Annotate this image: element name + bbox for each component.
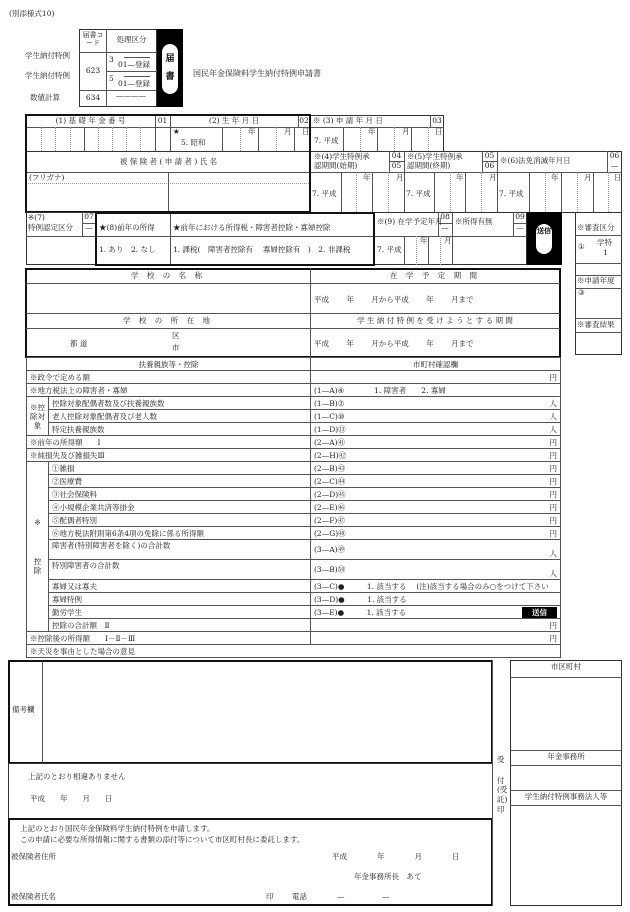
code-634: 634 <box>85 93 101 102</box>
name-header: 被 保 険 者 ( 申 請 者 ) 氏 名 <box>119 157 218 166</box>
row-label: 特別障害者の合計数 <box>49 560 311 580</box>
table-row <box>27 488 561 501</box>
apply-year-value: ③ <box>578 288 585 297</box>
apply-year-label: ※申請年度 <box>577 276 615 285</box>
row-label: ③社会保険料 <box>49 488 311 501</box>
group-text: 控除 <box>33 557 42 575</box>
review-type-value: 学特 <box>597 238 612 247</box>
unit-label: 人 <box>549 569 557 578</box>
table-row <box>27 410 561 423</box>
field-code: 06 <box>609 151 620 160</box>
school-name-header: 学 校 の 名 称 <box>130 271 206 280</box>
row-label: ※政令で定める額 <box>27 371 311 384</box>
check-code: (2—E)㊻ <box>314 502 346 512</box>
row-label: ④小規模企業共済等掛金 <box>49 501 311 514</box>
field-7-label: 特例認定区分 <box>28 223 73 232</box>
table-row <box>27 501 561 514</box>
check-code: (3—A)㊾ <box>314 545 346 554</box>
row-label: 控除の合計額 Ⅱ <box>49 619 311 632</box>
row-label: ※純損失及び雑損失Ⅲ <box>27 449 311 462</box>
table-row <box>27 462 561 475</box>
row-label: 特定扶養親族数 <box>49 423 311 436</box>
stamp-label: 書 <box>165 72 175 82</box>
confirmation-cell[interactable] <box>311 436 561 449</box>
field-code: 01 <box>157 116 168 125</box>
proc-header: 処理区分 <box>116 35 147 44</box>
year-label: 年 <box>363 173 371 182</box>
ward-suffix: 区 <box>172 331 180 340</box>
unit-label: 円 <box>549 450 557 460</box>
field-9-label: ※(9) 在学予定年月 <box>377 217 443 226</box>
row-label: ⑥地方税法附則第6条4項の免除に係る所得額 <box>49 527 311 540</box>
deductions-table <box>26 357 561 658</box>
check-code: (3—E)● 1. 該当する <box>314 607 407 617</box>
addressee: 年金事務所長 あて <box>354 872 422 881</box>
check-code: (3—C)● 1. 該当する (注)該当する場合のみ○をつけて下さい <box>314 581 549 591</box>
school-address-input[interactable] <box>27 329 309 356</box>
confirmation-cell[interactable] <box>311 384 561 397</box>
table-row <box>27 475 561 488</box>
income-exists-input[interactable] <box>453 237 526 264</box>
confirmation-cell[interactable] <box>311 397 561 410</box>
month-label: 月 <box>444 236 452 245</box>
field-5-label: 認期間(終期) <box>407 161 451 170</box>
table-row <box>27 632 561 645</box>
era-heisei: 7. 平成 <box>499 189 524 198</box>
unit-label: 円 <box>549 437 557 447</box>
stamp-block <box>157 29 183 107</box>
table-row <box>27 384 561 397</box>
confirmation-cell[interactable] <box>311 423 561 436</box>
row-label: ※天災を事由とした場合の意見 <box>27 645 561 658</box>
code-row-label: 学生納付特例 <box>25 71 70 80</box>
tax-options[interactable]: 1. 課税( 障害者控除有 寡婦控除有 ) 2. 非課税 <box>173 245 351 254</box>
apply-period-header: 学 生 納 付 特 例 を 受 け よ う と す る 期 間 <box>357 316 513 325</box>
phone-field[interactable]: 電話 — — <box>292 892 390 901</box>
page-title: 国民年金保険料学生納付特例申請書 <box>193 69 321 78</box>
special-category-input[interactable] <box>27 237 95 264</box>
review-type-value: 1 <box>603 248 608 257</box>
confirmation-cell[interactable] <box>311 540 561 560</box>
day-label: 日 <box>614 173 622 182</box>
year-label: 年 <box>551 173 559 182</box>
field-7-label: ※(7) <box>28 213 45 222</box>
row-label: 寡婦又は寡夫 <box>49 580 311 593</box>
corporation-label: 学生納付特例事務法人等 <box>524 792 608 801</box>
month-label: 月 <box>584 173 592 182</box>
proc-sub: 3 <box>109 55 114 64</box>
seal-mark: 印 <box>266 892 274 901</box>
day-label: 日 <box>302 127 310 136</box>
era-heisei: 7. 平成 <box>377 245 402 254</box>
era-heisei: 7. 平成 <box>312 189 337 198</box>
check-code: (2—H)㊷ <box>314 450 347 460</box>
check-code: (2—C)㊹ <box>314 476 346 486</box>
table-row <box>27 606 561 619</box>
check-code: (3—D)● 1. 該当する <box>314 594 407 604</box>
row-label: ①雑損 <box>49 462 311 475</box>
prior-income-options[interactable]: 1. あり 2. なし <box>99 245 156 254</box>
table-row <box>27 436 561 449</box>
row-label: ⑤配偶者特別 <box>49 514 311 527</box>
field-code: 06 <box>484 161 495 170</box>
code-row-label: 数値計算 <box>30 93 60 102</box>
unit-label: 人 <box>549 398 557 408</box>
check-code: (1—A)④ 1. 障害者 2. 寡婦 <box>314 385 446 395</box>
unit-label: 円 <box>549 372 557 382</box>
field-5-label: ※(5)学生特例承 <box>407 152 463 161</box>
tax-header: ★前年における所得税・障害者控除・寡婦控除 <box>173 223 331 232</box>
confirmation-cell[interactable] <box>311 475 561 488</box>
row-label: 勤労学生 <box>49 606 311 619</box>
month-label: 月 <box>489 173 497 182</box>
row-label: 寡婦特例 <box>49 593 311 606</box>
receipt-stamp-label: 託) <box>497 795 508 804</box>
send-badge: 送信 <box>522 607 557 618</box>
school-address-header: 学 校 の 所 在 地 <box>123 316 213 325</box>
code-row-label: 学生納付特例 <box>25 51 70 60</box>
receipt-stamp-label: 印 <box>497 805 505 814</box>
row-label: ※控除後の所得額 Ⅰ－Ⅱ－Ⅲ <box>27 632 311 645</box>
review-result-label: ※審査結果 <box>577 320 615 329</box>
confirmation-cell[interactable] <box>311 410 561 423</box>
signature-date[interactable]: 平成 年 月 日 <box>332 852 460 861</box>
field-code: — <box>85 223 93 232</box>
field-4-label: 認期間(始期) <box>314 161 358 170</box>
check-code: (2—D)㊺ <box>314 489 346 499</box>
check-code: (2—F)㊼ <box>314 515 345 525</box>
row-label: 障害者(特別障害者を除く)の合計数 <box>49 540 311 560</box>
confirm-date[interactable]: 平成 年 月 日 <box>30 794 113 803</box>
municipality-label: 市区町村 <box>551 662 581 671</box>
income-label: ※所得有無 <box>455 217 493 226</box>
unit-label: 円 <box>549 620 557 630</box>
address-input[interactable] <box>70 850 320 864</box>
deductions-header: 扶養親族等・控除 <box>27 358 311 371</box>
confirmation-cell[interactable] <box>311 560 561 580</box>
application-text: 上記のとおり国民年金保険料学生納付特例を申請します。 <box>20 824 215 833</box>
address-label: 被保険者住所 <box>11 852 56 861</box>
field-4-label: ※(4)学生特例承 <box>314 152 370 161</box>
unit-label: 円 <box>549 515 557 525</box>
insured-name-input[interactable] <box>70 890 260 904</box>
field-code: 04 <box>391 151 402 160</box>
group-mark: ※ <box>34 518 41 527</box>
year-label: 年 <box>420 236 428 245</box>
send-label: 送信 <box>536 224 552 254</box>
form-id: (別添様式10) <box>9 9 55 18</box>
row-label: ※前年の所得額 Ⅰ <box>27 436 311 449</box>
table-row <box>27 449 561 462</box>
receipt-stamp-label: 付(受 <box>497 776 508 794</box>
row-label: 老人控除対象配偶者及び老人数 <box>49 410 311 423</box>
table-row <box>27 580 561 593</box>
remarks-input[interactable] <box>44 662 491 762</box>
table-row <box>27 560 561 580</box>
check-code: (2—G)㊽ <box>314 528 346 538</box>
confirm-text: 上記のとおり相違ありません <box>28 772 126 781</box>
confirmation-header: 市町村確認欄 <box>311 358 561 371</box>
pension-office-label: 年金事務所 <box>547 752 585 761</box>
confirmation-cell[interactable] <box>311 580 561 593</box>
era-heisei: 7. 平成 <box>406 189 431 198</box>
table-row <box>27 423 561 436</box>
unit-label: 円 <box>549 502 557 512</box>
stamp-label: 届 <box>165 54 175 64</box>
prefecture-suffix: 都 道 <box>70 339 88 348</box>
code-623: 623 <box>85 66 101 75</box>
year-label: 年 <box>368 127 376 136</box>
confirmation-cell[interactable] <box>311 501 561 514</box>
confirmation-cell[interactable] <box>311 371 561 384</box>
table-row <box>27 527 561 540</box>
confirmation-cell[interactable] <box>311 527 561 540</box>
field-code: — <box>516 223 524 232</box>
field-code: 05 <box>391 161 402 170</box>
field-3-label: ※ (3) 申 請 年 月 日 <box>313 116 383 125</box>
check-code: (2—B)㊸ <box>314 463 346 473</box>
check-code: (2—A)㊶ <box>314 437 346 447</box>
confirmation-cell[interactable] <box>311 488 561 501</box>
unit-label: 人 <box>549 549 557 558</box>
row-label: 控除対象配偶者数及び扶養親族数 <box>49 397 311 410</box>
day-label: 日 <box>435 127 443 136</box>
proc-blank: ———— <box>116 91 146 100</box>
apply-period-value[interactable]: 平成 年 月から平成 年 月まで <box>314 339 474 348</box>
code-header: 届書コード <box>82 31 104 48</box>
unit-label: 人 <box>549 424 557 434</box>
check-code: (1—B)⑦ <box>314 398 345 408</box>
field-1-label: (1) 基 礎 年 金 番 号 <box>55 116 126 125</box>
confirmation-cell[interactable] <box>311 632 561 645</box>
month-label: 月 <box>402 127 410 136</box>
era-heisei: 7. 平成 <box>314 136 339 145</box>
check-code: (3—B)㊿ <box>314 565 346 574</box>
unit-label: 円 <box>549 476 557 486</box>
confirmation-cell[interactable] <box>311 606 561 619</box>
confirmation-cell[interactable] <box>311 514 561 527</box>
receipt-stamp-label: 受 <box>497 755 505 764</box>
field-code: 08 <box>440 212 450 221</box>
table-row <box>27 645 561 658</box>
table-row <box>27 593 561 606</box>
field-code: 05 <box>484 151 495 160</box>
field-code: — <box>441 223 449 232</box>
group-label-deduction <box>27 462 49 632</box>
unit-label: 円 <box>549 528 557 538</box>
field-code: — <box>610 161 619 170</box>
unit-label: 円 <box>549 633 557 643</box>
confirmation-cell[interactable] <box>311 449 561 462</box>
enrollment-period-value[interactable]: 平成 年 月から平成 年 月まで <box>314 295 474 304</box>
group-label-deduction-target: ※控除対象 <box>27 397 49 436</box>
field-code: 07 <box>84 212 94 221</box>
row-label: ※地方税法上の障害者・寡婦 <box>27 384 311 397</box>
confirmation-cell[interactable] <box>311 619 561 632</box>
proc-sub: 5 <box>109 74 114 83</box>
proc-value: 01—登録 <box>118 60 151 69</box>
unit-label: 円 <box>549 463 557 473</box>
unit-label: 人 <box>549 411 557 421</box>
review-type-label: ※審査区分 <box>577 223 615 232</box>
table-header-row <box>27 358 561 371</box>
check-code: (1—C)⑩ <box>314 411 345 421</box>
confirmation-cell[interactable] <box>311 593 561 606</box>
name-label: 被保険者氏名 <box>11 892 56 901</box>
year-label: 年 <box>456 173 464 182</box>
table-row <box>27 619 561 632</box>
era-showa: 5. 昭和 <box>181 138 206 147</box>
city-suffix: 市 <box>172 343 180 352</box>
school-name-input[interactable] <box>27 284 309 312</box>
send-block <box>527 212 562 265</box>
month-label: 月 <box>396 173 404 182</box>
review-type-value: ① <box>578 242 585 251</box>
row-label: ②医療費 <box>49 475 311 488</box>
check-code: (1—D)⑬ <box>314 424 346 434</box>
field-code: 02 <box>299 116 309 125</box>
unit-label: 円 <box>549 489 557 499</box>
application-text: この申請に必要な所得情報に関する書類の添付等について市区町村長に委託します。 <box>20 835 305 844</box>
field-6-label: ※(6)法免消滅年月日 <box>500 156 571 165</box>
enrollment-period-header: 在 学 予 定 期 間 <box>390 271 480 280</box>
star-mark: ★ <box>173 127 180 136</box>
month-label: 月 <box>284 127 292 136</box>
field-code: 03 <box>432 116 442 125</box>
field-2-label: (2) 生 年 月 日 <box>208 116 260 125</box>
furigana-label: (フリガナ) <box>29 173 65 182</box>
remarks-label: 備考欄 <box>12 705 35 714</box>
table-row <box>27 397 561 410</box>
field-code: 09 <box>515 212 525 221</box>
proc-value: 01—登録 <box>118 79 151 88</box>
table-row <box>27 540 561 560</box>
table-row <box>27 371 561 384</box>
year-label: 年 <box>248 127 256 136</box>
confirmation-cell[interactable] <box>311 462 561 475</box>
table-row <box>27 514 561 527</box>
field-8-label: ★(8)前年の所得 <box>99 223 155 232</box>
